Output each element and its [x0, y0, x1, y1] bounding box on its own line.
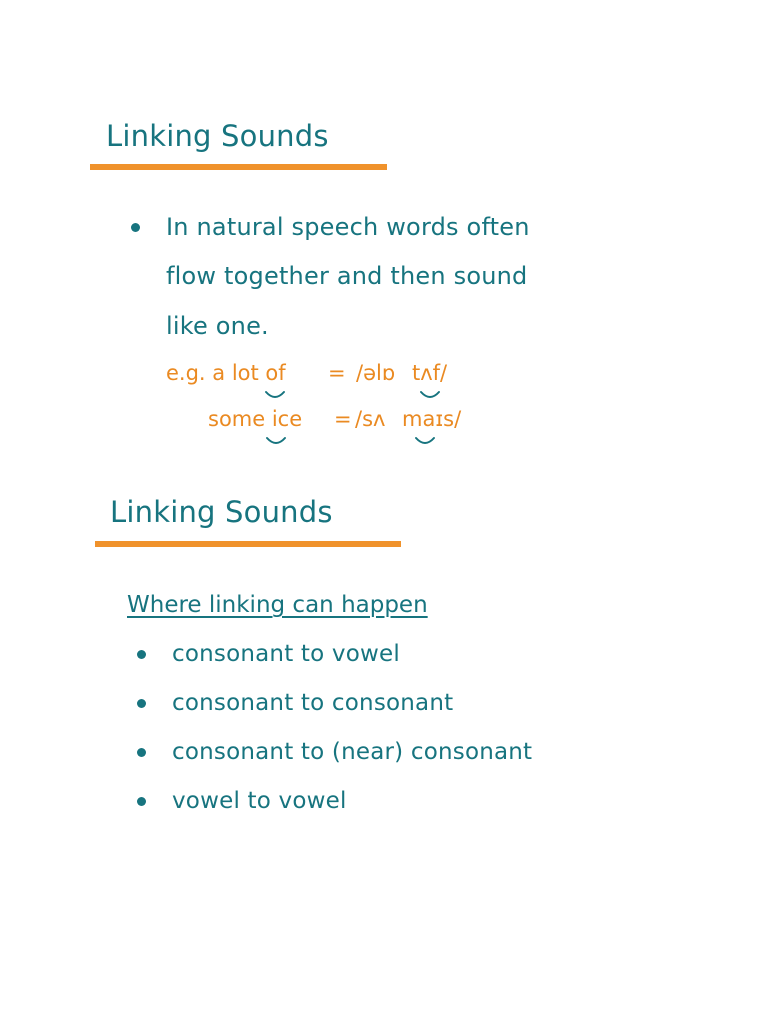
- example-1-phrase-link-icon: [264, 390, 286, 402]
- list-bullet-icon: [137, 797, 146, 806]
- list-item-consonant-to-consonant: consonant to consonant: [172, 690, 454, 716]
- section1-bullet-icon: [131, 223, 140, 232]
- example-2-ipa-first: /sʌ: [355, 407, 386, 431]
- example-1-equals: =: [328, 361, 346, 385]
- example-2-phrase: some ice: [208, 407, 303, 431]
- section1-bullet-line-2: flow together and then sound: [166, 262, 528, 290]
- section2-title-underline: [95, 541, 401, 547]
- section1-bullet-line-3: like one.: [166, 312, 269, 340]
- list-item-consonant-to-vowel: consonant to vowel: [172, 641, 400, 667]
- list-item-vowel-to-vowel: vowel to vowel: [172, 788, 347, 814]
- section2-subheading: Where linking can happen: [127, 592, 428, 618]
- example-1-ipa-link-icon: [419, 390, 441, 402]
- section1-title-underline: [90, 164, 387, 170]
- list-bullet-icon: [137, 699, 146, 708]
- section1-title: Linking Sounds: [106, 119, 329, 153]
- list-bullet-icon: [137, 650, 146, 659]
- example-2-equals: =: [334, 407, 352, 431]
- example-1-phrase: e.g. a lot of: [166, 361, 286, 385]
- example-1-ipa-second: tʌf/: [412, 361, 448, 385]
- list-item-consonant-to-near-consonant: consonant to (near) consonant: [172, 739, 533, 765]
- section2-title: Linking Sounds: [110, 495, 333, 529]
- example-2-phrase-link-icon: [265, 436, 287, 448]
- example-2-ipa-second: maɪs/: [402, 407, 462, 431]
- example-2-ipa-link-icon: [414, 436, 436, 448]
- list-bullet-icon: [137, 748, 146, 757]
- example-1-ipa-first: /əlɒ: [356, 361, 396, 385]
- section1-bullet-line-1: In natural speech words often: [166, 213, 530, 241]
